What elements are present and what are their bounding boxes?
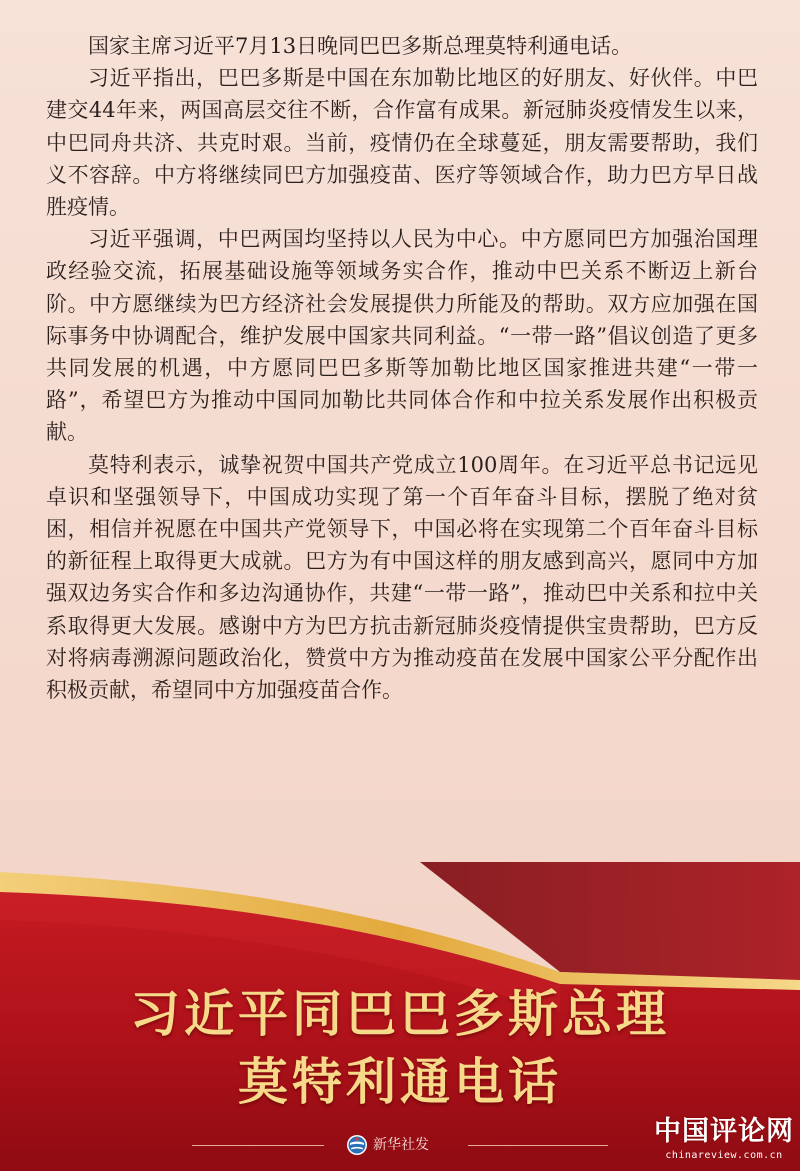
headline [0,980,800,1116]
divider-left [192,1145,324,1146]
article-paragraph-1: 国家主席习近平7月13日晚同巴巴多斯总理莫特利通电话。 [88,34,633,58]
article-paragraph-4: 莫特利表示，诚挚祝贺中国共产党成立100周年。在习近平总书记远见卓识和坚强领导下，中国成功实现了第一个百年奋斗目标，摆脱了绝对贫困，相信并祝愿在中国共产党领导下，中国必将在实现第二个百年奋斗目标的新征程上取得更大成就。巴方为有中国这样的朋友感到高兴，愿同中方加强双边务实合作和多边沟通协作，共建“一带一路”，推动巴中关系和拉中关系取得更大发展。感谢中方为巴方抗击新冠肺炎疫情提供宝贵帮助，巴方反对将病毒溯源问题政治化，赞赏中方为推动疫苗在发展中国家公平分配作出积极贡献，希望同中方加强疫苗合作。 [46,452,758,703]
article-paragraph-2: 习近平指出，巴巴多斯是中国在东加勒比地区的好朋友、好伙伴。中巴建交44年来，两国高层交往不断，合作富有成果。新冠肺炎疫情发生以来，中巴同舟共济、共克时艰。当前，疫情仍在全球蔓延，朋友需要帮助，我们义不容辞。中方将继续同巴方加强疫苗、医疗等领域合作，助力巴方早日战胜疫情。 [46,66,758,220]
article-body [46,30,758,706]
headline-line-2: 莫特利通电话 [238,1052,562,1111]
watermark [654,1115,794,1163]
article-paragraph-3: 习近平强调，中巴两国均坚持以人民为中心。中方愿同巴方加强治国理政经验交流，拓展基础设施等领域务实合作，推动中巴关系不断迈上新台阶。中方愿继续为巴方经济社会发展提供力所能及的帮助。双方应加强在国际事务中协调配合，维护发展中国家共同利益。“一带一路”倡议创造了更多共同发展的机遇，中方愿同巴巴多斯等加勒比地区国家推进共建“一带一路”，希望巴方为推动中国同加勒比共同体合作和中拉关系发展作出积极贡献。 [46,227,758,445]
headline-line-1: 习近平同巴巴多斯总理 [130,984,670,1043]
divider-right [468,1145,608,1146]
watermark-url: chinareview.com.cn [665,1150,783,1161]
watermark-title: 中国评论网 [654,1116,794,1147]
xinhua-globe-icon [346,1134,368,1156]
source-label: 新华社发 [373,1137,429,1153]
